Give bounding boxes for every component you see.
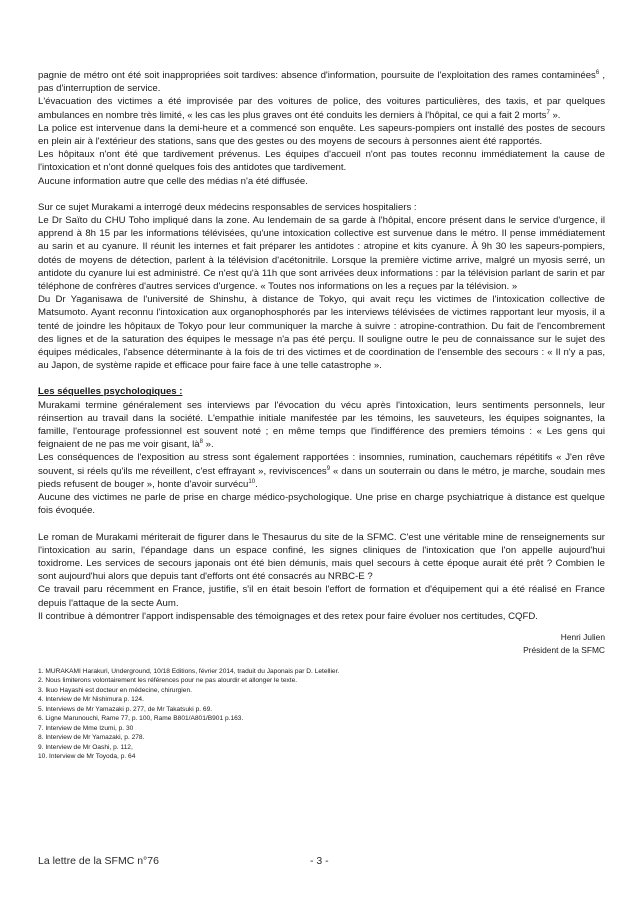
- paragraph-gap: [38, 518, 605, 531]
- signature-role: Président de la SFMC: [523, 644, 605, 655]
- paragraph: Murakami termine généralement ses interviews par l'évocation du vécu après l'intoxication, leurs sentiments personnels, leur réinsertion au travail dans la société. L'empathie initiale manifestée par les témoins, les sauveteurs, les équipes soignantes, la famille, l'entourage professionnel est souvent noté ; en même temps que l'indifférence des premiers témoins : « Les gens qui feignaient de ne pas me voir gisant, $là^8$ ».: [38, 399, 605, 451]
- footnote: 4. Interview de Mr Nishimura p. 124.: [38, 696, 144, 704]
- article-body: [38, 69, 605, 623]
- paragraph-gap: [38, 188, 605, 201]
- paragraph: Aucune des victimes ne parle de prise en charge médico-psychologique. Une prise en charge psychiatrique à distance est quelque fois évoquée.: [38, 492, 605, 517]
- publication-title: La lettre de la SFMC n°76: [38, 855, 159, 867]
- article-page: [38, 69, 605, 762]
- footnote: 9. Interview de Mr Oashi, p. 112,: [38, 743, 133, 751]
- paragraph: Le roman de Murakami mériterait de figurer dans le Thesaurus du site de la SFMC. C'est une véritable mine de renseignements sur l'intoxication au sarin, l'épandage dans un espace confiné, les signes cliniques de l'intoxication que l'on appelle aujourd'hui toxidrome. Les services de secours japonais ont été bien démunis, mais quel secours à cette époque aurait été prêt ? Combien le sont aujourd'hui alors que depuis tant d'efforts ont été consacrés au NRBC-E ?: [38, 531, 605, 583]
- paragraph: Du Dr Yaganisawa de l'université de Shinshu, à distance de Tokyo, qui avait reçu les victimes de l'intoxication collective de Matsumoto. Ayant reconnu l'intoxication aux organophosphorés par les interviews télévisées de victimes rapportant leur myosis, il a tenté de joindre les hôpitaux de Tokyo pour leur communiquer la marche à suivre : atropine-contrathion. Du fait de l'encombrement des lignes et de la saturation des équipes le message n'a pas été perçu. Il souligne outre le peu de connaissance sur le sujet des équipes médicales, l'absence déterminante à la fois de tri des victimes et de coordination de l'ensemble des secours : « Il n'y a pas, au Japon, de système rapide et efficace pour faire face à une telle catastrophe ».: [38, 294, 605, 372]
- page-footer: [38, 855, 605, 869]
- footnote: 7. Interview de Mme Izumi, p. 30: [38, 724, 134, 732]
- footnote-list: [38, 667, 605, 762]
- section-title: Les séquelles psychologiques :: [38, 386, 183, 398]
- footnote: 2. Nous limiterons volontairement les références pour ne pas alourdir et allonger le texte.: [38, 677, 298, 685]
- signature: [38, 631, 605, 657]
- paragraph: La police est intervenue dans la demi-heure et a commencé son enquête. Les sapeurs-pompiers ont installé des postes de secours en plein air à l'extérieur des stations, sans que des gestes ou des moyens de secours à personnes aient été rapportés.: [38, 122, 605, 148]
- paragraph: Ce travail paru récemment en France, justifie, s'il en était besoin l'effort de formation et d'équipement qui a été réalisé en France depuis l'attaque de la secte Aum.: [38, 584, 605, 609]
- footnote: 1. MURAKAMI Harakuri, Underground, 10/18 Editions, février 2014, traduit du Japonais par D. Letellier.: [38, 667, 340, 675]
- signature-name: Henri Julien: [560, 631, 605, 642]
- paragraph: Sur ce sujet Murakami a interrogé deux médecins responsables de services hospitaliers :: [38, 201, 417, 213]
- footnote: 5. Interviews de Mr Yamazaki p. 277, de Mr Takatsuki p. 69.: [38, 705, 213, 713]
- footnote: 8. Interview de Mr Yamazaki, p. 278.: [38, 734, 145, 742]
- paragraph: pagnie de métro ont été soit inappropriées soit tardives: absence d'information, poursuite de l'exploitation des rames contaminées$^6$ , pas d'interruption de service.: [38, 69, 605, 95]
- footnotes: [38, 667, 605, 762]
- page-number: - 3 -: [310, 855, 329, 867]
- footnote: 6. Ligne Marunouchi, Rame 77, p. 100, Rame B801/A801/B901 p.163.: [38, 715, 244, 723]
- paragraph: Les hôpitaux n'ont été que tardivement prévenus. Les équipes d'accueil n'ont pas toutes reconnu immédiatement la cause de l'intoxication et n'ont donné quelques fois des antidotes que tardivement.: [38, 149, 605, 174]
- paragraph: Il contribue à démontrer l'apport indispensable des témoignages et des retex pour faire évoluer nos certitudes, CQFD.: [38, 610, 538, 622]
- paragraph-gap: [38, 372, 605, 385]
- paragraph: Le Dr Saïto du CHU Toho impliqué dans la zone. Au lendemain de sa garde à l'hôpital, encore présent dans le service d'urgence, il apprend à 8h 15 par les informations télévisées, qu'une intoxication collective est survenue dans le métro. Il pense immédiatement au sarin et au cyanure. Il réunit les internes et fait préparer les antidotes : atropine et kits cyanure. À 9h 30 les sapeurs-pompiers, dotés de moyens de détection, parlent à la télévision d'acétonitrile. Lorsque la première victime arrive, malgré un myosis serré, un antidote du cyanure lui est administré. Ce n'est qu'à 11h que sont arrivées deux informations : par la télévision parlant de sarin et par téléphone de confrères d'autres services d'urgence. « Toutes nos informations on les a reçues par la télévision. »: [38, 215, 605, 293]
- paragraph: Les conséquences de l'exposition au stress sont également rapportées : insomnies, rumination, cauchemars répétitifs « J'en rêve souvent, si réels qu'ils me réveillent, c'est effrayant », reviviscences$^9$ « dans un souterrain ou dans le métro, je marche, soudain mes pieds refusent de bouger », honte d'avoir survécu$^{10}$.: [38, 452, 605, 490]
- footnote: 10. Interview de Mr Toyoda, p. 64: [38, 753, 136, 761]
- paragraph: L'évacuation des victimes a été improvisée par des voitures de police, des voitures particulières, des taxis, et par quelques ambulances en nombre très limité, « les cas les plus graves ont été conduits les derniers à l'hôpital, ce qui a fait 2 morts$^7$ ».: [38, 96, 605, 121]
- footnote: 3. Ikuo Hayashi est docteur en médecine, chirurgien.: [38, 686, 192, 694]
- paragraph: Aucune information autre que celle des médias n'a été diffusée.: [38, 175, 308, 187]
